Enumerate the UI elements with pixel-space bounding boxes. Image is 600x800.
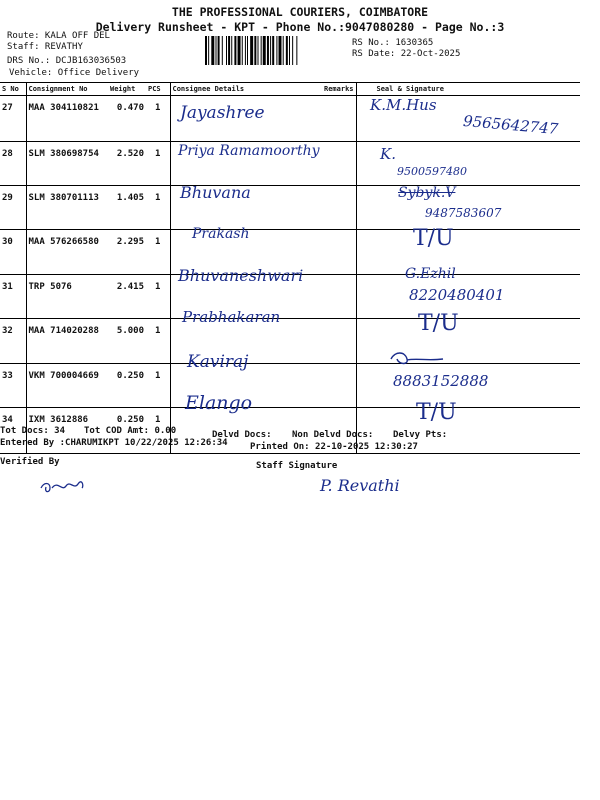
row-pcs: 1	[146, 96, 170, 142]
handwritten-phone: 9487583607	[425, 206, 502, 220]
table-row	[0, 364, 580, 408]
barcode-bar	[289, 36, 290, 65]
handwritten-consignee: Jayashree	[180, 103, 265, 123]
staff-signature-label: Staff Signature	[256, 461, 338, 471]
row-pcs: 1	[146, 408, 170, 454]
row-consignment: MAA 304110821	[26, 96, 108, 142]
row-consignment: TRP 5076	[26, 275, 108, 319]
barcode-bar	[245, 36, 246, 65]
handwritten-signature-scribble	[387, 349, 447, 369]
handwritten-phone: 9500597480	[397, 165, 467, 178]
col-seal: Seal & Signature	[356, 83, 580, 96]
handwritten-signature: Sybyk.V	[398, 185, 456, 201]
barcode-bar	[292, 36, 293, 65]
barcode-bar	[216, 36, 217, 65]
row-consignment: SLM 380701113	[26, 186, 108, 230]
row-weight: 1.405	[108, 186, 146, 230]
row-seal-cell	[356, 230, 580, 275]
staff-handwritten-signature: P. Revathi	[320, 476, 400, 495]
row-remarks	[322, 319, 356, 364]
table-row	[0, 319, 580, 364]
row-remarks	[322, 142, 356, 186]
barcode-bar	[238, 36, 241, 65]
handwritten-tu-mark: T/U	[418, 311, 459, 336]
row-consignment: VKM 700004669	[26, 364, 108, 408]
row-weight: 2.520	[108, 142, 146, 186]
barcode-bar	[247, 36, 248, 65]
barcode-bar	[218, 36, 220, 65]
handwritten-consignee: Prabhakaran	[182, 308, 281, 326]
handwritten-consignee: Bhuvaneshwari	[178, 266, 304, 285]
col-pcs: PCS	[146, 83, 170, 96]
barcode-bar	[228, 36, 230, 65]
barcode-bar	[211, 36, 214, 65]
barcode-bar	[279, 36, 282, 65]
drs-number: DRS No.: DCJB163036503	[7, 56, 127, 66]
handwritten-consignee: Bhuvana	[180, 183, 251, 202]
barcode-bar	[286, 36, 288, 65]
handwritten-tu-mark: T/U	[413, 226, 454, 251]
barcode-bar	[254, 36, 256, 65]
barcode-bar	[267, 36, 269, 65]
barcode-bar	[263, 36, 266, 65]
route-label: Route: KALA OFF DEL	[7, 31, 110, 41]
handwritten-phone: 8220480401	[409, 286, 505, 304]
handwritten-phone: 9565642747	[462, 111, 560, 139]
vehicle-label: Vehicle: Office Delivery	[9, 68, 140, 78]
barcode-bar	[231, 36, 232, 65]
handwritten-consignee: Priya Ramamoorthy	[178, 143, 320, 159]
barcode-bar	[208, 36, 209, 65]
handwritten-phone: 8883152888	[393, 372, 489, 390]
row-consignment: IXM 3612886	[26, 408, 108, 454]
handwritten-signature: K.	[380, 145, 396, 163]
barcode-bar	[261, 36, 262, 65]
barcode-bar	[296, 36, 297, 65]
barcode-bar	[226, 36, 227, 65]
total-cod-amount: Tot COD Amt: 0.00	[84, 426, 177, 436]
staff-label: Staff: REVATHY	[7, 42, 83, 52]
barcode-bar	[234, 36, 236, 65]
non-delivered-docs: Non Delvd Docs:	[292, 430, 374, 440]
row-weight: 2.415	[108, 275, 146, 319]
total-docs: Tot Docs: 34	[0, 426, 66, 436]
row-pcs: 1	[146, 230, 170, 275]
col-weight: Weight	[108, 83, 146, 96]
verified-signature	[38, 474, 88, 496]
row-pcs: 1	[146, 275, 170, 319]
row-sno: 34	[0, 408, 26, 454]
entered-by: Entered By :CHARUMIKPT 10/22/2025 12:26:34	[0, 438, 228, 448]
row-remarks	[322, 275, 356, 319]
handwritten-consignee: Prakash	[192, 226, 250, 242]
row-pcs: 1	[146, 364, 170, 408]
row-remarks	[322, 96, 356, 142]
row-weight: 5.000	[108, 319, 146, 364]
row-weight: 2.295	[108, 230, 146, 275]
row-weight: 0.470	[108, 96, 146, 142]
table-header-row	[0, 83, 580, 96]
verified-by-label: Verified By	[0, 457, 60, 467]
barcode-bar	[272, 36, 274, 65]
barcode-bar	[250, 36, 253, 65]
row-sno: 29	[0, 186, 26, 230]
row-pcs: 1	[146, 142, 170, 186]
row-weight: 0.250	[108, 408, 146, 454]
col-sno: S No	[0, 83, 26, 96]
handwritten-consignee: Elango	[185, 392, 253, 414]
company-title: THE PROFESSIONAL COURIERS, COIMBATORE	[171, 5, 429, 19]
col-consignee: Consignee Details	[170, 83, 322, 96]
handwritten-signature: K.M.Hus	[370, 96, 437, 114]
row-weight: 0.250	[108, 364, 146, 408]
handwritten-consignee: Kaviraj	[187, 352, 249, 372]
row-remarks	[322, 364, 356, 408]
row-consignment: MAA 576266580	[26, 230, 108, 275]
barcode	[205, 36, 349, 65]
rs-number: RS No.: 1630365	[352, 38, 434, 48]
row-pcs: 1	[146, 186, 170, 230]
row-sno: 27	[0, 96, 26, 142]
runsheet-title: Delivery Runsheet - KPT - Phone No.:9047080280 - Page No.:3	[95, 20, 505, 34]
row-sno: 32	[0, 319, 26, 364]
delivery-points: Delvy Pts:	[393, 430, 448, 440]
row-pcs: 1	[146, 319, 170, 364]
barcode-bar	[222, 36, 223, 65]
col-remarks: Remarks	[322, 83, 356, 96]
row-sno: 30	[0, 230, 26, 275]
rs-date: RS Date: 22-Oct-2025	[352, 49, 461, 59]
barcode-bar	[270, 36, 271, 65]
row-consignment: SLM 380698754	[26, 142, 108, 186]
handwritten-signature: G.Ezhil	[405, 266, 456, 282]
row-consignment: MAA 714020288	[26, 319, 108, 364]
handwritten-tu-mark: T/U	[416, 400, 457, 425]
row-sno: 28	[0, 142, 26, 186]
row-remarks	[322, 230, 356, 275]
col-consignment: Consignment No	[26, 83, 108, 96]
barcode-bar	[276, 36, 277, 65]
printed-on: Printed On: 22-10-2025 12:30:27	[250, 442, 418, 452]
barcode-bar	[205, 36, 207, 65]
row-sno: 31	[0, 275, 26, 319]
barcode-bar	[258, 36, 259, 65]
delivered-docs: Delvd Docs:	[212, 430, 272, 440]
barcode-bar	[242, 36, 243, 65]
row-remarks	[322, 186, 356, 230]
row-sno: 33	[0, 364, 26, 408]
barcode-bar	[283, 36, 284, 65]
